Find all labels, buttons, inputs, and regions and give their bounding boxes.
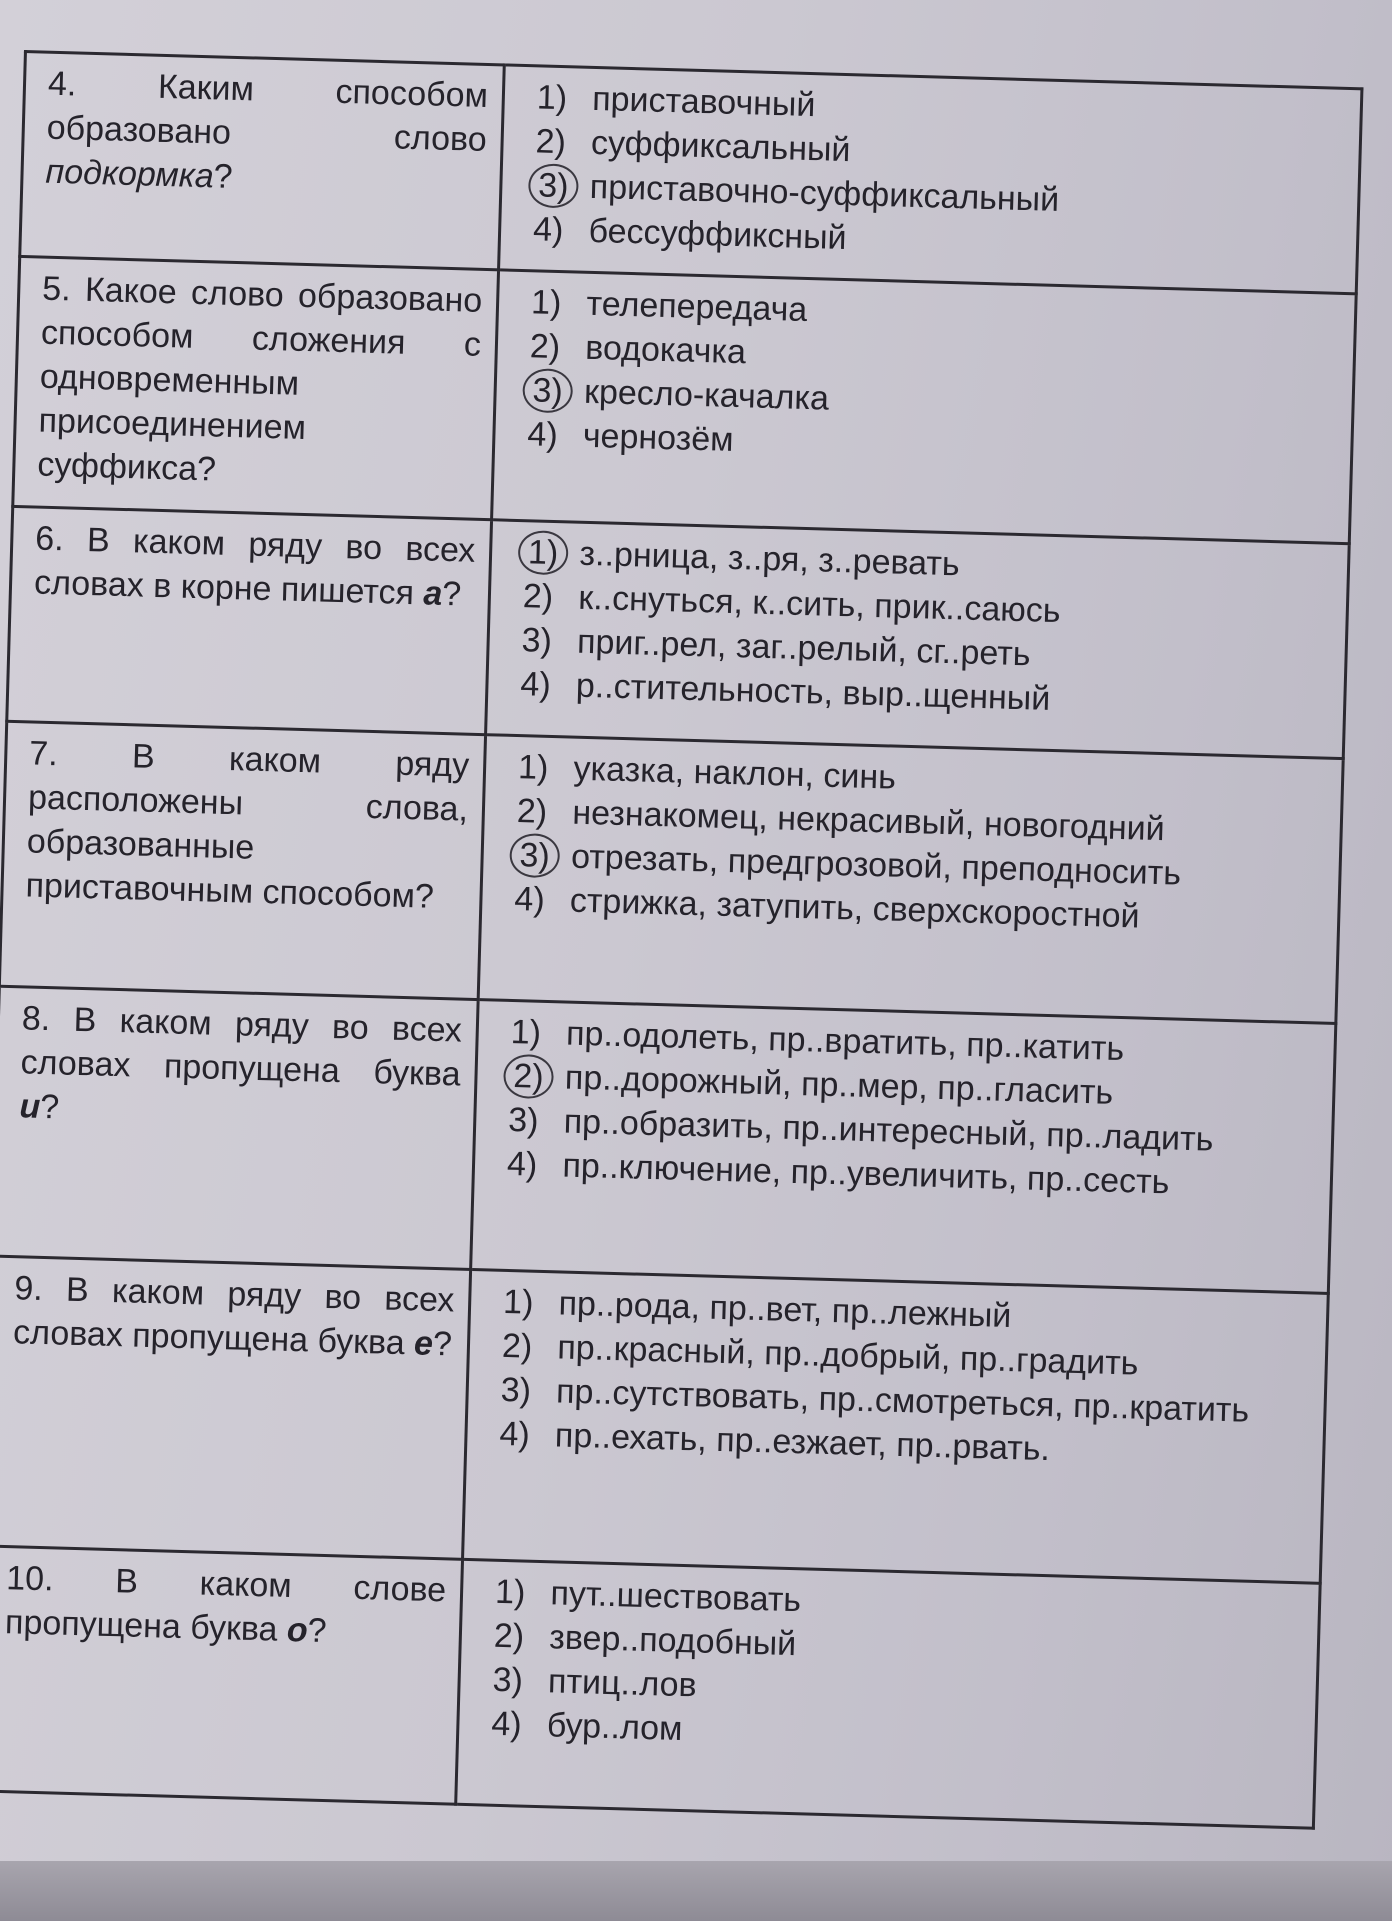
option-number: 4)	[490, 1704, 523, 1744]
answers-cell	[456, 1559, 1321, 1828]
option-text: з..рница, з..ря, з..ревать	[579, 534, 961, 584]
question-prefix: В каком ряду во всех словах пропущена буква	[20, 1000, 463, 1094]
question-suffix: ?	[414, 877, 435, 916]
answers-cell	[471, 1000, 1336, 1294]
question-emphasis: о	[286, 1610, 309, 1650]
option-number: 4)	[499, 1414, 531, 1454]
answers-cell	[478, 735, 1343, 1024]
question-cell	[0, 986, 478, 1269]
option-text: стрижка, затупить, сверхскоростной	[569, 881, 1141, 936]
option-number-circled: 3)	[522, 368, 573, 413]
option-number: 3)	[521, 621, 553, 660]
question-suffix: ?	[441, 574, 462, 614]
question-number: 4.	[47, 64, 77, 104]
option-number: 3)	[492, 1660, 524, 1700]
question-text	[45, 62, 489, 206]
question-number: 7.	[28, 734, 59, 774]
option-number: 4)	[526, 415, 559, 455]
option-text: пр..ехать, пр..езжает, пр..рвать.	[554, 1416, 1051, 1469]
option-number: 4)	[519, 665, 552, 704]
option-number: 2)	[501, 1326, 533, 1366]
option-text: чернозём	[582, 416, 735, 459]
question-row-7	[0, 721, 1343, 1023]
answers-cell	[492, 270, 1357, 544]
answers-cell	[486, 520, 1350, 759]
question-suffix: ?	[307, 1611, 328, 1651]
question-emphasis: а	[422, 574, 443, 613]
question-text	[37, 267, 483, 499]
question-suffix: ?	[213, 157, 234, 196]
question-number: 6.	[34, 519, 65, 559]
option-number: 3)	[500, 1370, 532, 1410]
option-number: 1)	[510, 1012, 542, 1052]
option-number: 2)	[516, 792, 548, 831]
option-text: приставочно-суффиксальный	[589, 167, 1060, 219]
question-suffix: ?	[196, 450, 217, 489]
answers-cell	[463, 1269, 1329, 1583]
test-page	[0, 50, 1375, 1907]
question-row-9	[0, 1256, 1328, 1583]
option-text: бессуффиксный	[588, 211, 848, 258]
question-text	[34, 517, 476, 617]
question-emphasis: е	[413, 1324, 434, 1363]
option-text: пр..дорожный, пр..мер, пр..гласить	[564, 1058, 1114, 1112]
question-row-8	[0, 986, 1336, 1293]
question-text	[13, 1266, 455, 1366]
option-number: 2)	[493, 1616, 525, 1656]
option-number: 2)	[529, 327, 561, 367]
option-text: суффиксальный	[590, 123, 851, 170]
question-text	[25, 731, 470, 919]
question-cell	[0, 721, 486, 999]
option-text: птиц..лов	[547, 1662, 698, 1705]
option-number-circled: 3)	[509, 833, 560, 878]
option-number-circled: 2)	[503, 1054, 554, 1099]
question-row-6	[7, 506, 1349, 758]
option-text: незнакомец, некрасивый, новогодний	[571, 793, 1166, 849]
question-row-10	[0, 1546, 1320, 1828]
option-text: указка, наклон, синь	[573, 749, 897, 797]
option-text: водокачка	[584, 328, 747, 372]
question-prefix: Каким способом образовано слово	[46, 67, 489, 159]
option-number: 2)	[522, 577, 554, 616]
question-cell	[13, 256, 499, 519]
question-cell	[7, 506, 492, 734]
answers-cell	[499, 65, 1362, 294]
question-emphasis: и	[18, 1087, 41, 1126]
option-text: пут..шествовать	[550, 1574, 802, 1620]
question-rows	[0, 52, 1362, 1829]
option-text: пр..рода, пр..вет, пр..лежный	[558, 1284, 1012, 1336]
option-text: к..снуться, к..сить, прик..саюсь	[577, 578, 1062, 631]
question-text	[19, 996, 463, 1140]
option-number: 1)	[502, 1282, 534, 1322]
page-shadow	[0, 1861, 1392, 1921]
option-text: приг..рел, заг..релый, сг..реть	[576, 622, 1032, 674]
option-number: 2)	[535, 122, 567, 162]
question-suffix: ?	[39, 1087, 60, 1127]
question-number: 5.	[41, 269, 72, 309]
question-number: 8.	[21, 999, 51, 1039]
question-prefix: В каком ряду расположены слова, образованные приставочным способом	[25, 737, 470, 916]
option-number: 4)	[513, 880, 546, 919]
option-text: отрезать, предгрозовой, преподносить	[570, 837, 1182, 893]
question-prefix: В каком ряду во всех словах в корне пишется	[33, 520, 476, 613]
test-table	[0, 50, 1363, 1830]
question-prefix: Какое слово образовано способом сложения с одновременным присоединением суффикса	[36, 270, 483, 488]
question-text	[4, 1556, 446, 1656]
option-text: р..стительность, выр..щенный	[575, 666, 1051, 718]
question-emphasis: подкормка	[45, 152, 215, 196]
option-text: пр..ключение, пр..увеличить, пр..сесть	[561, 1146, 1170, 1202]
option-text: приставочный	[591, 79, 816, 125]
question-row-4	[20, 52, 1362, 294]
question-prefix: В каком слове пропущена буква	[4, 1562, 447, 1649]
option-text: бур..лом	[546, 1706, 684, 1749]
question-prefix: В каком ряду во всех словах пропущена буква	[12, 1270, 455, 1363]
option-number: 1)	[536, 78, 568, 118]
option-number-circled: 3)	[528, 163, 579, 208]
option-text: пр..образить, пр..интересный, пр..ладить	[563, 1102, 1214, 1159]
option-number: 1)	[517, 748, 549, 787]
question-cell	[0, 1546, 463, 1804]
question-row-5	[13, 256, 1356, 543]
option-number-circled: 1)	[518, 530, 569, 575]
option-text: пр..одолеть, пр..вратить, пр..катить	[565, 1014, 1125, 1069]
option-text: пр..красный, пр..добрый, пр..градить	[556, 1328, 1139, 1383]
option-text: звер..подобный	[548, 1618, 797, 1664]
option-number: 1)	[494, 1572, 526, 1612]
option-text: кресло-качалка	[583, 372, 830, 418]
option-number: 4)	[532, 210, 564, 250]
option-text: пр..сутствовать, пр..смотреться, пр..кратить	[555, 1372, 1250, 1430]
question-cell	[20, 52, 505, 270]
question-number: 10.	[5, 1559, 55, 1599]
option-number: 1)	[530, 283, 562, 323]
question-suffix: ?	[432, 1324, 453, 1364]
option-text: телепередача	[586, 284, 808, 329]
option-number: 3)	[507, 1100, 540, 1140]
option-number: 4)	[506, 1144, 538, 1184]
question-cell	[0, 1256, 471, 1559]
question-number: 9.	[13, 1269, 44, 1308]
